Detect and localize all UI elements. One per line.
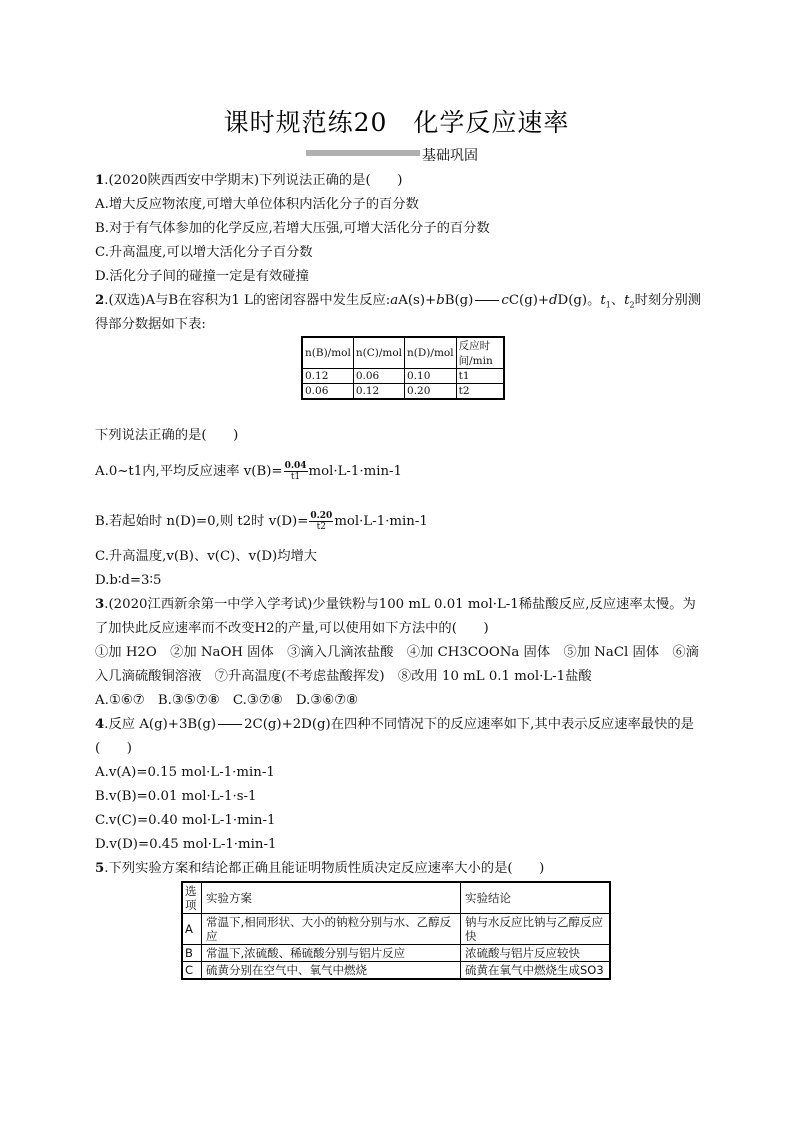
table-header-cell: 实验方案 [202,882,461,914]
fraction: $\frac{0.04}{t1}$ [284,461,307,482]
table-cell: 常温下,相同形状、大小的钠粒分别与水、乙醇反应 [202,914,461,945]
table-header-cell: n(C)/mol [353,337,404,369]
q5-stem: 5.下列实验方案和结论都正确且能证明物质性质决定反应速率大小的是( ) [95,861,545,876]
q1-option-d: D.活化分子间的碰撞一定是有效碰撞 [95,269,309,284]
table-header-cell: 实验结论 [461,882,611,914]
page-title: 课时规范练20 化学反应速率 [223,108,570,137]
table-cell: 0.10 [405,369,457,384]
q2-ask: 下列说法正确的是( ) [95,428,239,443]
table-cell: 浓硫酸与铝片反应较快 [461,945,611,962]
q4-stem: 4.反应 A(g)+3B(g) 2C(g)+2D(g)在四种不同情况下的反应速率如下,其中表示反应速率最快的是 [95,717,694,732]
fraction: $\frac{0.20}{t2}$ [310,511,333,532]
q2-option-a: A.0~t1内,平均反应速率 v(B)= $\frac{0.04}{t1}$ mol·L-1·min-1 [95,461,402,482]
q4-option-a: A.v(A)=0.15 mol·L-1·min-1 [95,765,275,780]
table-row [182,914,610,945]
table-cell: 常温下,浓硫酸、稀硫酸分别与铝片反应 [202,945,461,962]
table-header-row [182,882,610,914]
q1-option-b: B.对于有气体参加的化学反应,若增大压强,可增大活化分子的百分数 [95,221,490,236]
table-row [302,369,504,384]
table-header-cell: 反应时间/min [456,337,504,369]
table-header-cell: n(B)/mol [302,337,353,369]
q2-data-table [301,336,505,400]
q4-option-b: B.v(B)=0.01 mol·L-1·s-1 [95,789,257,804]
table-row [182,945,610,962]
q4-option-c: C.v(C)=0.40 mol·L-1·min-1 [95,813,276,828]
q2-stem-line2: 得部分数据如下表: [95,317,206,332]
q1-option-c: C.升高温度,可以增大活化分子百分数 [95,245,313,260]
table-cell: 硫黄在氧气中燃烧生成SO3 [461,962,611,980]
q2-stem: 2.(双选)A与B在容积为1 L的密闭容器中发生反应:aA(s)+bB(g) cC(g)+dD(g)。$t_1$、$t_2$时刻分别测 [95,293,702,310]
table-header-row [302,337,504,369]
table-cell: B [182,945,202,962]
q2-option-d: D.b∶d=3∶5 [95,573,162,588]
q3-stem-line2: 了加快此反应速率而不改变H2的产量,可以使用如下方法中的( ) [95,621,489,636]
q2-option-c: C.升高温度,v(B)、v(C)、v(D)均增大 [95,549,318,564]
table-cell: 钠与水反应比钠与乙醇反应快 [461,914,611,945]
table-cell: 0.12 [353,384,404,400]
q3-choices-line2: 入几滴硫酸铜溶液 ⑦升高温度(不考虑盐酸挥发) ⑧改用 10 mL 0.1 mol·L-1盐酸 [95,669,592,684]
table-cell: 0.06 [353,369,404,384]
table-header-cell: 选项 [182,882,202,914]
table-cell: 硫黄分别在空气中、氧气中燃烧 [202,962,461,980]
table-header-cell: n(D)/mol [405,337,457,369]
table-cell: 0.20 [405,384,457,400]
table-row [302,384,504,400]
section-label: 基础巩固 [422,148,478,164]
table-cell: C [182,962,202,980]
table-cell: t1 [456,369,504,384]
q3-choices: ①加 H2O ②加 NaOH 固体 ③滴入几滴浓盐酸 ④加 CH3COONa 固体 ⑤加 NaCl 固体 ⑥滴 [95,645,699,660]
table-cell: 0.12 [302,369,353,384]
q1-option-a: A.增大反应物浓度,可增大单位体积内活化分子的百分数 [95,197,419,212]
table-row [182,962,610,980]
q2-option-b: B.若起始时 n(D)=0,则 t2时 v(D)= $\frac{0.20}{t2}$ mol·L-1·min-1 [95,511,428,532]
section-divider [306,150,420,156]
q5-experiment-table [181,881,611,980]
q4-blank: ( ) [95,741,132,756]
q3-stem: 3.(2020江西新余第一中学入学考试)少量铁粉与100 mL 0.01 mol·L-1稀盐酸反应,反应速率太慢。为 [95,597,696,612]
table-cell: A [182,914,202,945]
q4-option-d: D.v(D)=0.45 mol·L-1·min-1 [95,837,277,852]
q3-options: A.①⑥⑦ B.③⑤⑦⑧ C.③⑦⑧ D.③⑥⑦⑧ [95,693,358,708]
q1-stem: 1.(2020陕西西安中学期末)下列说法正确的是( ) [95,173,403,188]
table-cell: 0.06 [302,384,353,400]
table-cell: t2 [456,384,504,400]
